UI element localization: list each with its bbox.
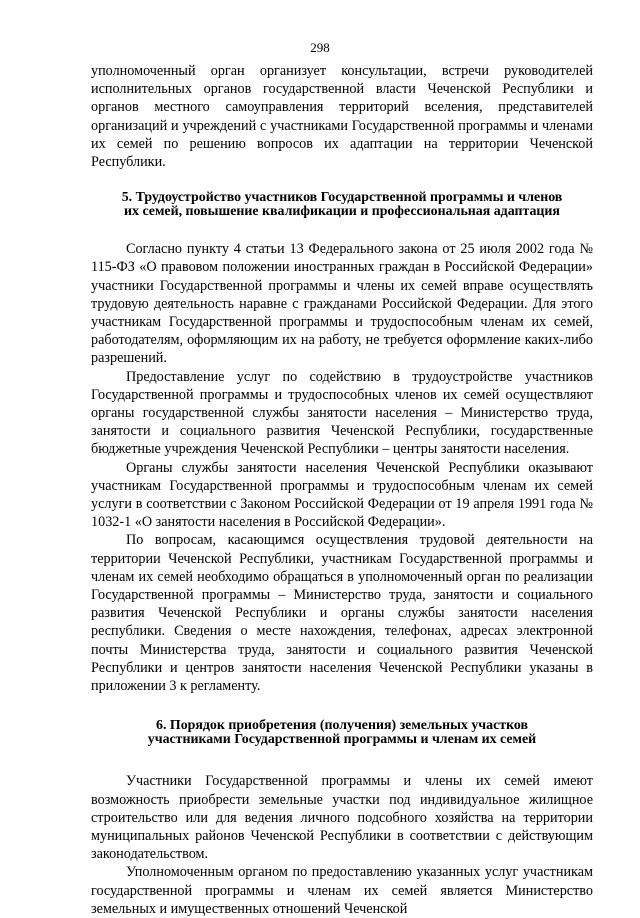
section-6-heading-line-1: 6. Порядок приобретения (получения) земельных участков: [156, 718, 528, 734]
section-5-paragraph: Органы службы занятости населения Чеченской Республики оказывают участникам Государственной программы и трудоспособным членам их семей услуги в соответствии с Законом Российской Федерации от 19 апреля 1991 года № 1032-1 «О занятости населения в Российской Федерации».: [91, 459, 593, 531]
section-5-heading-line-2: их семей, повышение квалификации и профессиональная адаптация: [124, 203, 560, 219]
section-5-heading-line-1: 5. Трудоустройство участников Государственной программы и членов: [121, 190, 563, 206]
section-6-paragraph: Уполномоченным органом по предоставлению указанных услуг участникам государственной программы и членам их семей является Министерство земельных и имущественных отношений Чеченской: [91, 864, 593, 917]
section-6-heading: [91, 719, 593, 746]
section-5-paragraph: По вопросам, касающимся осуществления трудовой деятельности на территории Чеченской Республики, участникам Государственной программы и членам их семей необходимо обращаться в уполномоченный орган по реализации Государственной программы – Министерство труда, занятости и социального развития Чеченской Республики и органы службы занятости населения республики. Сведения о месте нахождения, телефонах, адресах электронной почты Министерства труда, занятости и социального развития Чеченской Республики и центров занятости населения Чеченской Республики указаны в приложении 3 к регламенту.: [91, 532, 593, 695]
section-5-paragraph: Согласно пункту 4 статьи 13 Федерального закона от 25 июля 2002 года № 115-ФЗ «О правовом положении иностранных граждан в Российской Федерации» участники Государственной программы и члены их семей вправе осуществлять трудовую деятельность наравне с гражданами Российской Федерации. Для этого участникам Государственной программы и трудоспособным членам их семей, работодателям, оформляющим их на работу, не требуется оформление каких-либо разрешений.: [91, 241, 593, 367]
section-5-heading: [91, 191, 593, 218]
section-6-paragraph: Участники Государственной программы и члены их семей имеют возможность приобрести земельные участки под индивидуальное жилищное строительство или для ведения личного подсобного хозяйства на территории муниципальных районов Чеченской Республики в соответствии с действующим законодательством.: [91, 773, 593, 863]
intro-paragraph: уполномоченный орган организует консультации, встречи руководителей исполнительных органов государственной власти Чеченской Республики и органов местного самоуправления территорий вселения, представителей организаций и учреждений с участниками Государственной программы и членами их семей по решению вопросов их адаптации на территории Чеченской Республики.: [91, 63, 593, 171]
section-5-paragraph: Предоставление услуг по содействию в трудоустройстве участников Государственной программы и трудоспособных членов их семей осуществляют органы государственной службы занятости населения – Министерство труда, занятости и социального развития Чеченской Республики, государственные бюджетные учреждения Чеченской Республики – центры занятости населения.: [91, 368, 593, 458]
section-6-heading-line-2: участниками Государственной программы и членам их семей: [147, 731, 537, 747]
page-number: 298: [310, 40, 330, 55]
document-body: [91, 62, 593, 918]
